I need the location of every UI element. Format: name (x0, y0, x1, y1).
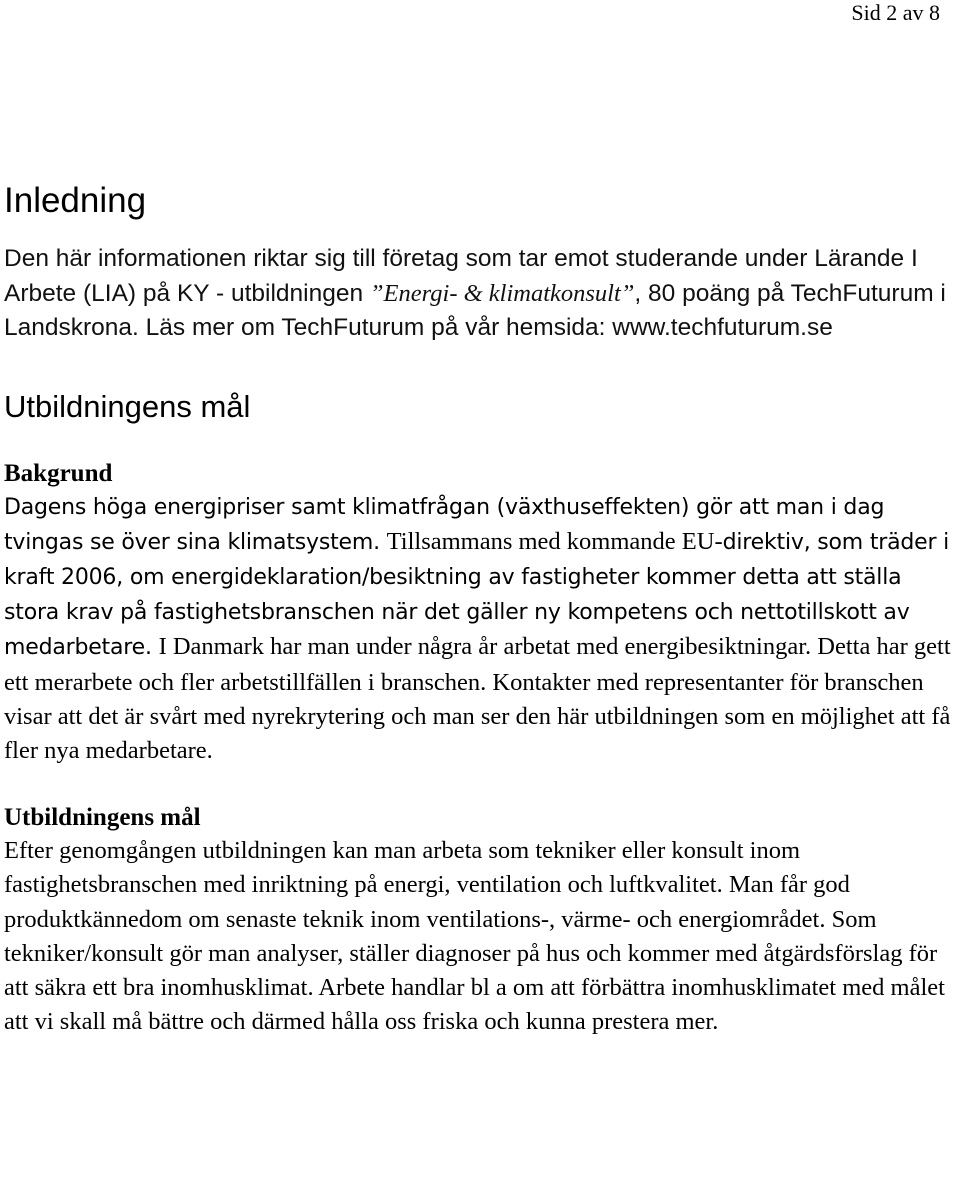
intro-paragraph (4, 242, 956, 346)
background-text-3: direktiv, som träder i kraft 2006, om energideklaration/besiktning av fastigheter kommer detta att ställa stora krav på fastighetsbranschen när det gäller ny kompetens och nettotillskott av medarbetare. (4, 529, 950, 661)
background-text-4: I Danmark har man under några år arbetat med energibesiktningar. Detta har gett ett merarbete och fler arbetstillfällen i branschen. Kontakter med representanter för branschen visar att det är svårt med nyrekrytering och man ser den här utbildningen som en möjlighet att få fler nya medarbetare. (4, 633, 951, 764)
intro-text-start: Den här informationen riktar sig till företag som tar emot studerande under Lärande I Arbete (LIA) på KY - utbildningen (4, 245, 918, 307)
program-name: ”Energi- & klimatkonsult” (369, 279, 635, 307)
spacer (4, 768, 956, 802)
education-goals-paragraph: Efter genomgången utbildningen kan man arbeta som tekniker eller konsult inom fastighetsbranschen med inriktning på energi, ventilation och luftkvalitet. Man får god produktkännedom om senaste teknik inom ventilations-, värme- och energiområdet. Som tekniker/konsult gör man analyser, ställer diagnoser på hus och kommer med åtgärdsförslag för att säkra ett bra inomhusklimat. Arbete handlar bl a om att förbättra inomhusklimatet med målet att vi skall må bättre och därmed hålla oss friska och kunna prestera mer. (4, 837, 945, 1036)
goals-section-heading: Utbildningens mål (4, 388, 251, 424)
background-paragraph (4, 490, 956, 769)
education-goals-heading: Utbildningens mål (4, 804, 201, 832)
background-heading: Bakgrund (4, 459, 113, 487)
background-text-1: Dagens höga energipriser samt klimatfrågan (växthuseffekten) gör att man i dag tvingas se över sina klimatsystem. (4, 494, 885, 555)
background-text-2: Tillsammans med kommande EU- (386, 527, 723, 555)
intro-heading: Inledning (4, 181, 147, 220)
intro-text-end: , 80 poäng på TechFuturum i Landskrona. Läs mer om TechFuturum på vår hemsida: www.techfuturum.se (4, 279, 946, 341)
page-number: Sid 2 av 8 (851, 0, 940, 25)
document-body (4, 180, 956, 1039)
